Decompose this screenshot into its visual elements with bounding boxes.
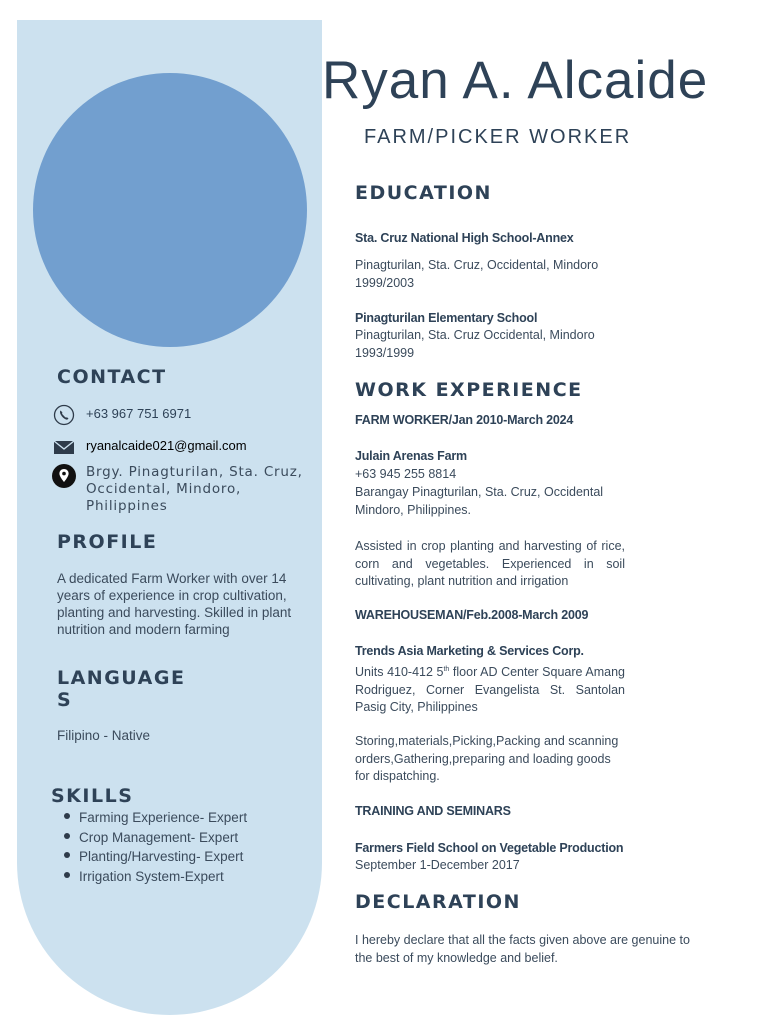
phone-number: +63 967 751 6971 [86, 406, 192, 421]
job2-address-part1: Units 410-412 5 [355, 665, 444, 680]
training-name: Farmers Field School on Vegetable Production [355, 841, 624, 855]
skill-item: Crop Management- Expert [62, 828, 247, 848]
declaration-text: I hereby declare that all the facts given above are genuine to the best of my knowledge and belief. [355, 933, 690, 965]
contact-heading: CONTACT [57, 366, 167, 388]
training-heading: TRAINING AND SEMINARS [355, 804, 511, 818]
contact-phone [52, 403, 191, 427]
job2-address-sup: th [443, 666, 450, 673]
candidate-name: Ryan A. Alcaide [322, 51, 709, 110]
skills-list [62, 808, 247, 886]
job1-title: FARM WORKER/Jan 2010-March 2024 [355, 413, 574, 427]
job2-company: Trends Asia Marketing & Services Corp. [355, 644, 584, 658]
contact-address [52, 464, 311, 515]
profile-text: A dedicated Farm Worker with over 14 years of experience in crop cultivation, planting and harvesting. Skilled in plant nutrition and modern farming [57, 571, 292, 637]
job1-description: Assisted in crop planting and harvesting of rice, corn and vegetables. Experienced in soil cultivating, plant nutrition and irrigation [355, 539, 625, 588]
profile-heading: PROFILE [57, 531, 158, 553]
contact-email [52, 435, 247, 459]
phone-icon [52, 403, 76, 427]
skill-item: Irrigation System-Expert [62, 867, 247, 887]
job2-description: Storing,materials,Picking,Packing and scanning orders,Gathering,preparing and loading goods for dispatching. [355, 734, 619, 783]
address-text: Brgy. Pinagturilan, Sta. Cruz, Occidental, Mindoro, Philippines [86, 464, 303, 514]
school1-years: 1999/2003 [355, 276, 415, 290]
location-pin-icon [52, 464, 76, 488]
profile-photo-placeholder [33, 73, 307, 347]
declaration-heading: DECLARATION [355, 891, 521, 913]
job2-address [355, 661, 625, 717]
job1-address: Barangay Pinagturilan, Sta. Cruz, Occidental Mindoro, Philippines. [355, 485, 604, 517]
email-address[interactable]: ryanalcaide021@gmail.com [86, 438, 247, 453]
languages-heading-line2: S [57, 689, 73, 711]
school2-address: Pinagturilan, Sta. Cruz Occidental, Mindoro [355, 328, 595, 342]
job2-title: WAREHOUSEMAN/Feb.2008-March 2009 [355, 608, 589, 622]
languages-heading-line1: LANGUAGE [57, 667, 186, 689]
work-experience-heading: WORK EXPERIENCE [355, 379, 583, 401]
school2-years: 1993/1999 [355, 346, 415, 360]
school1-name: Sta. Cruz National High School-Annex [355, 231, 574, 245]
languages-heading [57, 667, 185, 711]
training-dates: September 1-December 2017 [355, 858, 520, 872]
job1-company: Julain Arenas Farm [355, 449, 467, 463]
job-title: FARM/PICKER WORKER [364, 126, 632, 148]
school2-name: Pinagturilan Elementary School [355, 311, 538, 325]
education-heading: EDUCATION [355, 182, 492, 204]
language-item: Filipino - Native [57, 728, 151, 743]
skills-heading: SKILLS [51, 785, 134, 807]
skill-item: Farming Experience- Expert [62, 808, 247, 828]
envelope-icon [52, 435, 76, 459]
job1-phone: +63 945 255 8814 [355, 467, 457, 481]
school1-address: Pinagturilan, Sta. Cruz, Occidental, Mindoro [355, 258, 599, 272]
skill-item: Planting/Harvesting- Expert [62, 847, 247, 867]
job2-address-part2: floor AD Center Square Amang Rodriguez, Corner Evangelista St. Santolan Pasig City, Philippines [355, 665, 625, 715]
